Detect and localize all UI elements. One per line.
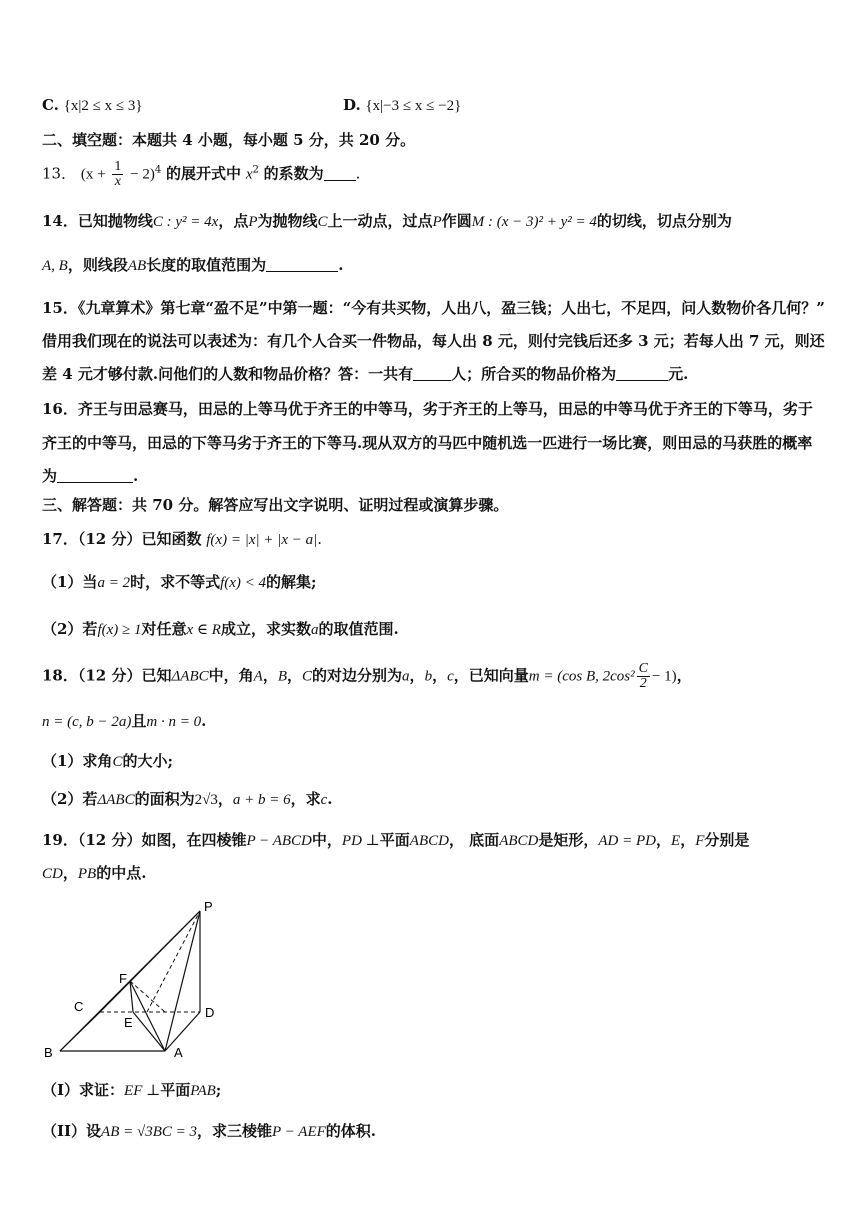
q13-end: . xyxy=(355,164,361,183)
q18-p2-b: 的面积为 xyxy=(134,790,195,808)
q19-line2-a: ， xyxy=(62,864,78,882)
label-p: P xyxy=(204,899,213,914)
q19-head-d: ， 底面 xyxy=(448,831,500,849)
q16-line1: 16．齐王与田忌赛马，田忌的上等马优于齐王的中等马，劣于齐王的上等马，田忌的中等马优于齐王的下等马，劣于 xyxy=(42,400,813,418)
q16-end: . xyxy=(133,467,139,485)
q19-p2-expr: AB = √3BC = 3 xyxy=(101,1124,198,1140)
q18-side-b: b xyxy=(424,668,433,685)
q19-pyramid: P − ABCD xyxy=(246,833,312,849)
q13-text2: 的系数为 xyxy=(263,164,324,183)
q13-expr-pre: (x + xyxy=(80,166,106,183)
q18-fraction xyxy=(637,662,650,691)
q15-line1: 15．《九章算术》第七章“盈不足”中第一题：“今有共买物，人出八，盈三钱；人出七，不足四，问人数物价各几何？” xyxy=(42,299,825,317)
q18-triangle: ΔABC xyxy=(171,668,209,685)
q15-text-c: 元. xyxy=(668,365,689,383)
q14-blank[interactable] xyxy=(266,257,338,272)
q18-p1-b: 的大小; xyxy=(122,752,173,770)
q19-p1-pab: PAB xyxy=(190,1083,216,1099)
label-c: C xyxy=(74,999,84,1014)
q19-p2-c: 的体积. xyxy=(325,1122,377,1140)
q19-equality: AD = PD xyxy=(598,833,656,849)
q14-text-g: ，则线段 xyxy=(67,256,128,274)
q18-side-a: a xyxy=(402,668,410,685)
q14-circle: M : (x − 3)² + y² = 4 xyxy=(471,214,597,230)
q19-p2-b: ，求三棱锥 xyxy=(197,1122,273,1140)
q13-frac-num: 1 xyxy=(114,159,122,174)
q13-blank[interactable] xyxy=(324,166,356,181)
q14-end: . xyxy=(338,256,344,274)
q14-text-f: 的切线，切点分别为 xyxy=(596,212,732,230)
label-f: F xyxy=(119,971,127,986)
q14-text-c: 为抛物线 xyxy=(257,212,318,230)
q19-edge-cd: CD xyxy=(42,866,63,882)
q19-head-g: ， xyxy=(680,831,696,849)
q18-p2-a: （2）若 xyxy=(42,790,98,808)
segment-hidden-2 xyxy=(147,911,200,1012)
q17-p1-expr1: a = 2 xyxy=(97,575,131,591)
q19-perp: PD ⊥ xyxy=(341,833,380,849)
question-14-line2 xyxy=(42,254,832,277)
segment-hidden-1 xyxy=(130,981,165,1012)
q17-p2-d: 的取值范围. xyxy=(318,620,399,638)
q17-p2-var: a xyxy=(310,622,319,638)
option-d-expr: {x|−3 ≤ x ≤ −2} xyxy=(365,98,462,114)
question-14-line1 xyxy=(42,210,832,233)
q13-frac-den: x xyxy=(114,174,121,189)
q17-head: 17．（12 分）已知函数 xyxy=(42,530,202,548)
q18-p2-d: ，求 xyxy=(290,790,321,808)
q19-head-h: 分别是 xyxy=(704,831,750,849)
q18-angle-b: B xyxy=(277,668,287,685)
q15-blank-price[interactable] xyxy=(616,366,668,381)
label-e: E xyxy=(124,1015,133,1030)
q18-p2-c: ， xyxy=(217,790,233,808)
q17-p1-a: （1）当 xyxy=(42,573,98,591)
q18-p2-area: 2√3 xyxy=(194,792,218,808)
q18-p2-var: c xyxy=(320,792,328,808)
q19-line2-b: 的中点. xyxy=(96,864,147,882)
segment-fp-hidden xyxy=(130,911,200,981)
q18-angle-c: C xyxy=(302,668,313,685)
question-15-line3 xyxy=(42,363,832,385)
q14-text-h: 长度的取值范围为 xyxy=(146,256,267,274)
q14-points-ab: A, B xyxy=(42,258,68,274)
option-c-label: C. xyxy=(42,96,59,114)
q19-head-f: ， xyxy=(656,831,672,849)
q18-frac-num: C xyxy=(638,661,648,676)
q14-text-b: ，点 xyxy=(218,212,249,230)
q19-plane: ABCD xyxy=(409,833,449,849)
question-19-part1 xyxy=(42,1079,832,1102)
q16-text-a: 为 xyxy=(42,467,58,485)
question-18-part1 xyxy=(42,750,832,773)
q19-p1-a: （I）求证： xyxy=(42,1081,125,1099)
q14-point-p: P xyxy=(248,214,258,230)
label-d: D xyxy=(205,1005,215,1020)
option-c xyxy=(42,94,143,117)
question-19-part2 xyxy=(42,1120,832,1143)
option-d-label: D. xyxy=(343,96,361,114)
q19-p2-a: （II）设 xyxy=(42,1122,102,1140)
q18-head-c: 的对边分别为 xyxy=(312,666,403,685)
q13-var-exp: 2 xyxy=(252,164,259,176)
q18-line2-a: 且 xyxy=(131,712,147,730)
q17-p2-c: 成立，求实数 xyxy=(220,620,311,638)
q19-point-e: E xyxy=(671,833,681,849)
q19-head-a: 19．（12 分）如图，在四棱锥 xyxy=(42,831,247,849)
question-17-part2 xyxy=(42,618,832,641)
label-a: A xyxy=(174,1045,183,1060)
edge-bc xyxy=(60,1012,100,1051)
pyramid-diagram xyxy=(40,895,230,1065)
q18-p2-end: . xyxy=(327,790,333,808)
q17-func: f(x) = |x| + |x − a| xyxy=(206,532,318,548)
q17-p2-expr2: x ∈ R xyxy=(186,622,221,638)
q15-blank-people[interactable] xyxy=(413,366,451,381)
q19-head-c: 平面 xyxy=(379,831,410,849)
q17-p1-expr2: f(x) < 4 xyxy=(220,575,267,591)
question-19-head xyxy=(42,829,832,852)
q17-p2-a: （2）若 xyxy=(42,620,98,638)
q18-head-a: 18．（12 分）已知 xyxy=(42,666,172,685)
question-18-head: 18．（12 分）已知ΔABC中，角A，B，C的对边分别为a，b，c，已知向量m = (cos B, 2cos² $\frac{C}{2}$ − 1)， xyxy=(42,661,692,691)
q17-p2-b: 对任意 xyxy=(141,620,187,638)
q18-vector-n: n = (c, b − 2a) xyxy=(42,714,132,730)
q18-side-c: c xyxy=(447,668,454,685)
q19-p2-tet: P − AEF xyxy=(272,1124,326,1140)
q17-p2-expr: f(x) ≥ 1 xyxy=(97,622,142,638)
q19-p1-b: 平面 xyxy=(160,1081,191,1099)
q18-line2-end: . xyxy=(201,712,207,730)
q14-text-d: 上一动点，过点 xyxy=(327,212,433,230)
q18-head-b: 中，角 xyxy=(208,666,254,685)
q19-p1-expr: EF ⊥ xyxy=(124,1083,161,1099)
q14-text-a: 14．已知抛物线 xyxy=(42,212,153,230)
q18-frac-den: 2 xyxy=(639,676,647,691)
q18-p1-a: （1）求角 xyxy=(42,752,113,770)
q14-parabola: C : y² = 4x xyxy=(152,214,219,230)
question-19-line2 xyxy=(42,862,832,885)
q17-p1-c: 的解集; xyxy=(266,573,317,591)
q16-line2: 齐王的中等马，田忌的下等马劣于齐王的下等马.现从双方的马匹中随机选一匹进行一场比赛，则田忌的马获胜的概率 xyxy=(42,434,813,452)
q18-angle-a: A xyxy=(253,668,263,685)
q13-fraction xyxy=(112,160,123,189)
q17-p1-b: 时，求不等式 xyxy=(130,573,221,591)
q17-head-end: . xyxy=(317,530,323,548)
section3-heading: 三、解答题：共 70 分。解答应写出文字说明、证明过程或演算步骤。 xyxy=(42,496,509,514)
question-17-head xyxy=(42,528,832,551)
q19-p1-end: ; xyxy=(215,1081,222,1099)
segment-fa xyxy=(130,981,165,1051)
q13-expr-post: − 2) xyxy=(130,166,155,183)
q15-line2: 借用我们现在的说法可以表述为：有几个人合买一件物品，每人出 8 元，则付完钱后还多 3 元；若每人出 7 元，则还 xyxy=(42,332,825,350)
question-18-line2 xyxy=(42,710,832,733)
q18-head-e: ， xyxy=(676,666,692,685)
q18-dot-product: m · n = 0 xyxy=(146,714,202,730)
section2-heading: 二、填空题：本题共 4 小题，每小题 5 分，共 20 分。 xyxy=(42,131,416,149)
q19-point-f: F xyxy=(695,833,705,849)
q15-text-a: 差 4 元才够付款.问他们的人数和物品价格？答：一共有 xyxy=(42,365,414,383)
question-16-line3 xyxy=(42,465,832,487)
q15-text-b: 人；所合买的物品价格为 xyxy=(451,365,617,383)
q19-head-e: 是矩形， xyxy=(538,831,599,849)
q18-p2-sum: a + b = 6 xyxy=(232,792,291,808)
question-13 xyxy=(42,160,832,189)
q16-blank[interactable] xyxy=(57,468,133,483)
q14-text-e: 作圆 xyxy=(441,212,472,230)
option-c-expr: {x|2 ≤ x ≤ 3} xyxy=(63,98,143,114)
question-18-part2 xyxy=(42,788,832,811)
q14-curve-c: C xyxy=(317,214,328,230)
label-b: B xyxy=(44,1045,53,1060)
q13-var: x xyxy=(245,166,253,183)
pyramid-figure xyxy=(40,895,230,1065)
q18-vector-m: m = (cos B, 2cos² xyxy=(528,668,635,685)
q13-text1: 的展开式中 xyxy=(166,164,242,183)
q13-exponent: 4 xyxy=(154,164,162,176)
question-17-part1 xyxy=(42,571,832,594)
q14-point-p2: P xyxy=(432,214,442,230)
edge-ap xyxy=(165,911,200,1051)
q18-head-d: ，已知向量 xyxy=(453,666,529,685)
q18-vector-m-end: − 1) xyxy=(651,668,677,685)
q13-number: 13． xyxy=(42,164,77,183)
q18-p2-triangle: ΔABC xyxy=(97,792,135,808)
q19-edge-pb: PB xyxy=(77,866,97,882)
q14-segment-ab: AB xyxy=(127,258,147,274)
q19-head-b: 中， xyxy=(311,831,342,849)
q18-p1-c: C xyxy=(112,754,123,770)
q19-base: ABCD xyxy=(499,833,539,849)
option-d xyxy=(343,94,461,117)
